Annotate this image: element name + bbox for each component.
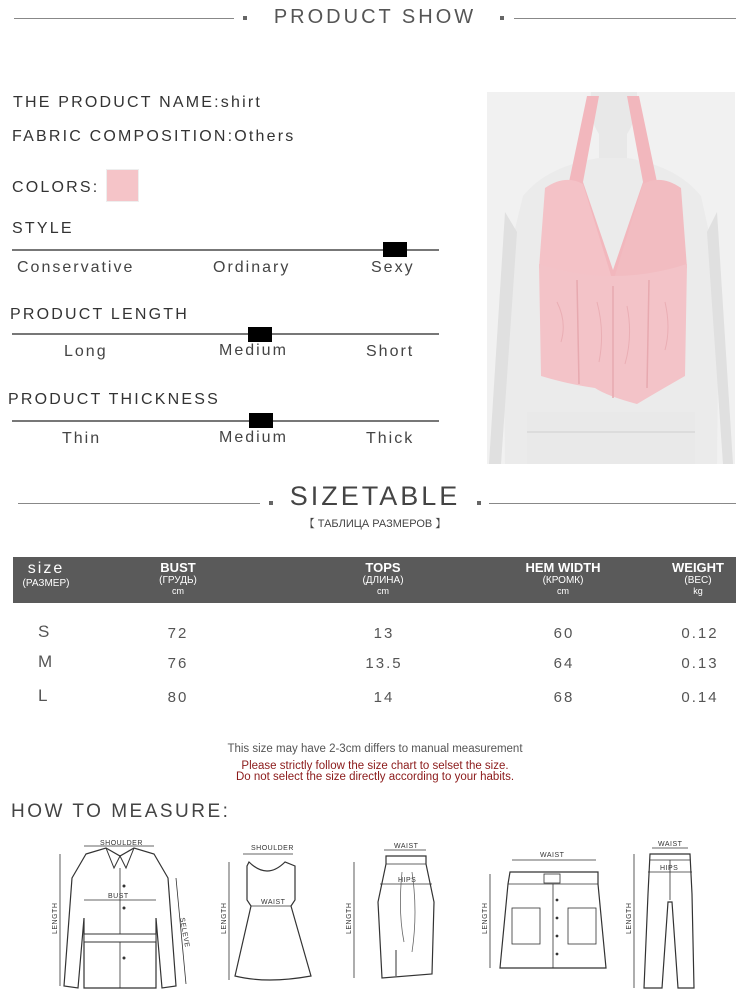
thickness-option-thick: Thick xyxy=(366,430,415,447)
length-scale-marker[interactable] xyxy=(248,327,272,342)
jacket-bust-label: BUST xyxy=(108,893,129,900)
sizetable-title: SIZETABLE xyxy=(289,481,461,511)
note-measurement: This size may have 2-3cm differs to manual measurement xyxy=(227,743,523,755)
jacket-sleeve-label: SELEVE xyxy=(178,917,191,949)
style-scale-marker[interactable] xyxy=(383,242,407,257)
table-row-m-size: M xyxy=(38,652,53,671)
dress-shoulder-label: SHOULDER xyxy=(251,845,294,852)
length-option-short: Short xyxy=(366,343,415,360)
style-option-conservative: Conservative xyxy=(17,259,135,276)
pants-length-label: LENGTH xyxy=(626,902,633,934)
note-follow-chart: Please strictly follow the size chart to selset the size. xyxy=(241,760,509,772)
length-scale-line xyxy=(12,333,439,335)
table-row-l-tops: 14 xyxy=(373,689,395,706)
table-row-l-bust: 80 xyxy=(167,689,189,706)
table-row-s-size: S xyxy=(38,622,50,641)
color-swatch[interactable] xyxy=(106,169,139,202)
size-table-header xyxy=(13,557,736,603)
header-size: size (РАЗМЕР) xyxy=(22,560,70,589)
length-option-long: Long xyxy=(64,343,108,360)
jacket-length-label: LENGTH xyxy=(52,902,59,934)
header-tops: TOPS (ДЛИНА) cm xyxy=(362,560,404,596)
header-bust: BUST (ГРУДЬ) cm xyxy=(159,560,197,596)
pants-hips-label: HIPS xyxy=(660,865,679,872)
table-row-l-size: L xyxy=(38,686,48,705)
dress-length-label: LENGTH xyxy=(221,902,228,934)
length-title: PRODUCT LENGTH xyxy=(10,306,189,323)
table-row-m-weight: 0.13 xyxy=(681,655,719,672)
pants-diagram xyxy=(622,838,702,996)
table-row-l-weight: 0.14 xyxy=(681,689,719,706)
header-line-right xyxy=(514,18,736,19)
skirt-hips-label: HIPS xyxy=(398,877,417,884)
fabric-composition: FABRIC COMPOSITION:Others xyxy=(12,128,296,145)
thickness-scale-line xyxy=(12,420,439,422)
jacket-diagram xyxy=(48,838,194,996)
table-row-m-hem: 64 xyxy=(553,655,575,672)
table-row-l-hem: 68 xyxy=(553,689,575,706)
skirt-waist-label: WAIST xyxy=(394,843,419,850)
style-option-ordinary: Ordinary xyxy=(213,259,291,276)
table-row-m-bust: 76 xyxy=(167,655,189,672)
style-option-sexy: Sexy xyxy=(371,259,415,276)
style-scale-line xyxy=(12,249,439,251)
shorts-length-label: LENGTH xyxy=(482,902,489,934)
table-row-s-bust: 72 xyxy=(167,625,189,642)
how-to-measure-title: HOW TO MEASURE: xyxy=(11,801,231,822)
style-title: STYLE xyxy=(12,220,74,237)
length-option-medium: Medium xyxy=(219,342,288,359)
shorts-waist-label: WAIST xyxy=(540,852,565,859)
page-title: PRODUCT SHOW xyxy=(273,6,477,28)
table-row-s-weight: 0.12 xyxy=(681,625,719,642)
thickness-option-medium: Medium xyxy=(219,429,288,446)
dress-diagram xyxy=(215,840,315,986)
header-weight: WEIGHT (ВЕС) kg xyxy=(672,560,724,596)
thickness-title: PRODUCT THICKNESS xyxy=(8,391,220,408)
header-hem-width: HEM WIDTH (КРОМК) cm xyxy=(525,560,601,596)
dress-waist-label: WAIST xyxy=(261,899,286,906)
sizetable-subtitle: 【 ТАБЛИЦА РАЗМЕРОВ 】 xyxy=(303,518,447,530)
thickness-scale-marker[interactable] xyxy=(249,413,273,428)
thickness-option-thin: Thin xyxy=(62,430,102,447)
product-image[interactable] xyxy=(487,92,735,464)
sizetable-dot-right xyxy=(477,501,481,505)
table-row-s-hem: 60 xyxy=(553,625,575,642)
table-row-s-tops: 13 xyxy=(373,625,395,642)
note-habits: Do not select the size directly according to your habits. xyxy=(235,771,515,783)
skirt-diagram xyxy=(342,842,442,986)
pants-waist-label: WAIST xyxy=(658,841,683,848)
skirt-length-label: LENGTH xyxy=(346,902,353,934)
table-row-m-tops: 13.5 xyxy=(365,655,403,672)
sizetable-line-right xyxy=(489,503,736,504)
shorts-diagram xyxy=(478,848,618,974)
header-dot-right xyxy=(500,16,504,20)
jacket-shoulder-label: SHOULDER xyxy=(100,840,143,847)
colors-label: COLORS: xyxy=(12,179,100,196)
product-name: THE PRODUCT NAME:shirt xyxy=(13,94,263,111)
